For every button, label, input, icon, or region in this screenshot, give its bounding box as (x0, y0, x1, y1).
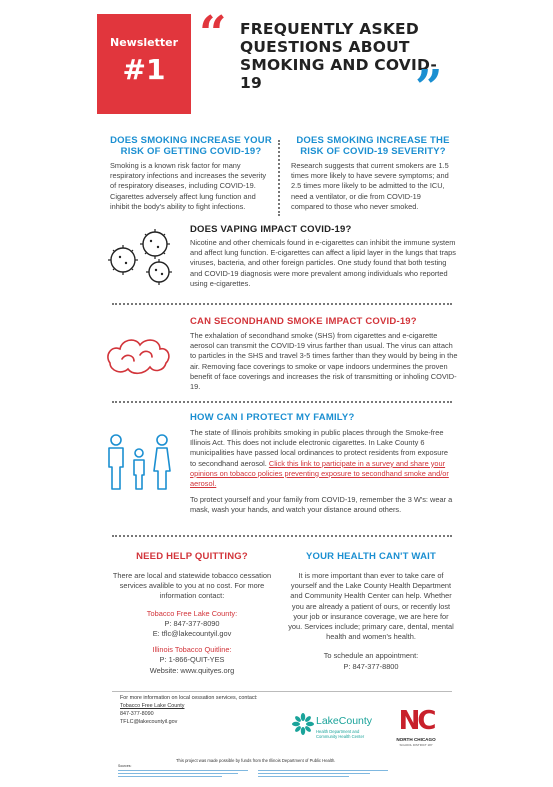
q1-body: Smoking is a known risk factor for many respiratory infections and increases the severity of respiratory diseases, including COVID-19. Cigarettes adversely affect lung function and inhibit the body's ability to fight infections. (110, 161, 267, 211)
q5-body (190, 428, 456, 489)
survey-link[interactable]: Click this link to participate in a survey and share your opinions on tobacco policies preventing exposure to secondhand smoke and/or aerosol. (190, 458, 449, 489)
section-divider-2 (112, 401, 452, 403)
footer-contact (120, 694, 290, 726)
org2-name: Illinois Tobacco Quitline: (152, 645, 232, 655)
help-intro: There are local and statewide tobacco cessation services avalible to you at no cost. For more information contact: (112, 571, 272, 601)
smoke-cloud-icon (104, 333, 174, 379)
footer-org-link[interactable]: Tobacco Free Lake County (120, 703, 185, 709)
family-icon (104, 433, 174, 493)
newsletter-number: #1 (122, 53, 166, 86)
section-divider-3 (112, 535, 452, 537)
virus-icon (103, 226, 183, 290)
north-chicago-sub: SCHOOL DISTRICT 187 (399, 743, 433, 747)
org1-name: Tobacco Free Lake County: (146, 608, 238, 618)
q4-heading: CAN SECONDHAND SMOKE IMPACT COVID-19? (190, 316, 417, 327)
close-quote-icon: ” (415, 60, 443, 116)
footer-divider (112, 691, 452, 692)
lake-county-sub1: Health Department and (316, 729, 360, 734)
newsletter-badge (97, 14, 191, 114)
q5-body-intro: The state of Illinois prohibits smoking in public places through the Smoke-free Illinois Act. This does not include electronic cigarettes. In Lake County 6 municipalities have passed local ordinances to protect residents from exposure to secondhand aerosol. (190, 428, 448, 468)
q2-section (289, 135, 457, 157)
funding-note: This project was made possible by funds from the Illinois Department of Public Health. (176, 758, 336, 763)
help-section (106, 551, 278, 676)
appointment-label: To schedule an appointment: (323, 651, 419, 661)
q5-body-2: To protect yourself and your family from COVID-19, remember the 3 W's: wear a mask, wash your hands, and watch your distance around others. (190, 495, 453, 515)
lake-county-subtitle (316, 729, 364, 739)
lake-county-sub2: Community Health Center (316, 734, 365, 739)
lake-county-logo (292, 713, 314, 735)
org2-phone: P: 1-866-QUIT-YES (159, 655, 225, 665)
org2-web[interactable]: Website: www.quityes.org (149, 665, 235, 675)
q3-heading: DOES VAPING IMPACT COVID-19? (190, 224, 352, 235)
newsletter-label: Newsletter (109, 36, 178, 49)
org1-phone: P: 847-377-8090 (164, 618, 220, 628)
q2-heading: DOES SMOKING INCREASE THE RISK OF COVID-19 SEVERITY? (296, 135, 450, 157)
footer-email: TFLC@lakecountyil.gov (120, 719, 178, 725)
q1-section (110, 135, 272, 157)
sources-list-right (258, 769, 388, 777)
q3-body: Nicotine and other chemicals found in e-cigarettes can inhibit the immune system and affect lung function. E-cigarettes can affect a lipid layer in the lungs that traps viruses, bacteria, and other foreign particles. One study found that both testing and COVID-19 diagnosis were more prevalent among individuals who reported using e-cigarettes. (190, 238, 456, 288)
sources-list-left (118, 769, 248, 777)
org1-email[interactable]: E: tflc@lakecountyil.gov (152, 629, 232, 639)
footer-phone: 847-377-8090 (120, 711, 154, 717)
health-heading: YOUR HEALTH CAN'T WAIT (306, 551, 436, 562)
north-chicago-logo: NC (398, 706, 434, 736)
q1-heading: DOES SMOKING INCREASE YOUR RISK OF GETTING COVID-19? (110, 135, 272, 157)
q2-body: Research suggests that current smokers are 1.5 times more likely to have severe symptoms; and 2.5 times more likely to be admitted to the ICU, need a ventilator, or die from COVID-19 compared to those who never smoked. (291, 161, 449, 211)
page-title: FREQUENTLY ASKED QUESTIONS ABOUT SMOKING AND COVID-19 (240, 20, 437, 92)
section-divider-1 (112, 303, 452, 305)
q5-heading: HOW CAN I PROTECT MY FAMILY? (190, 412, 355, 423)
footer-info: For more information on local cessation services, contact: (120, 695, 258, 701)
lake-county-name: LakeCounty (316, 715, 373, 727)
help-heading: NEED HELP QUITTING? (136, 551, 248, 562)
health-body: It is more important than ever to take care of yourself and the Lake County Health Department and Community Health Center can help. Whether you are already a patient of ours, or recently lost your job or insurance coverage, we are here for you. Services include; primary care, dental, mental health and women's health. (288, 571, 454, 642)
north-chicago-name: NORTH CHICAGO (396, 737, 436, 742)
appointment-phone: P: 847-377-8800 (343, 661, 399, 671)
q4-body: The exhalation of secondhand smoke (SHS) from cigarettes and e-cigarette aerosol can transmit the COVID-19 virus farther than usual. The virus can attach to particles in the SHS and travel 3-5 times farther than they would by being in the air. Removing face coverings to smoke or vape indoors undermines the proven benefit of face coverings and increases the risk of transmitting or inholing COVID-19. (190, 331, 458, 392)
column-divider (278, 140, 280, 216)
open-quote-icon: “ (199, 6, 227, 62)
health-section (286, 551, 456, 672)
sources-label: Sources: (118, 764, 132, 768)
